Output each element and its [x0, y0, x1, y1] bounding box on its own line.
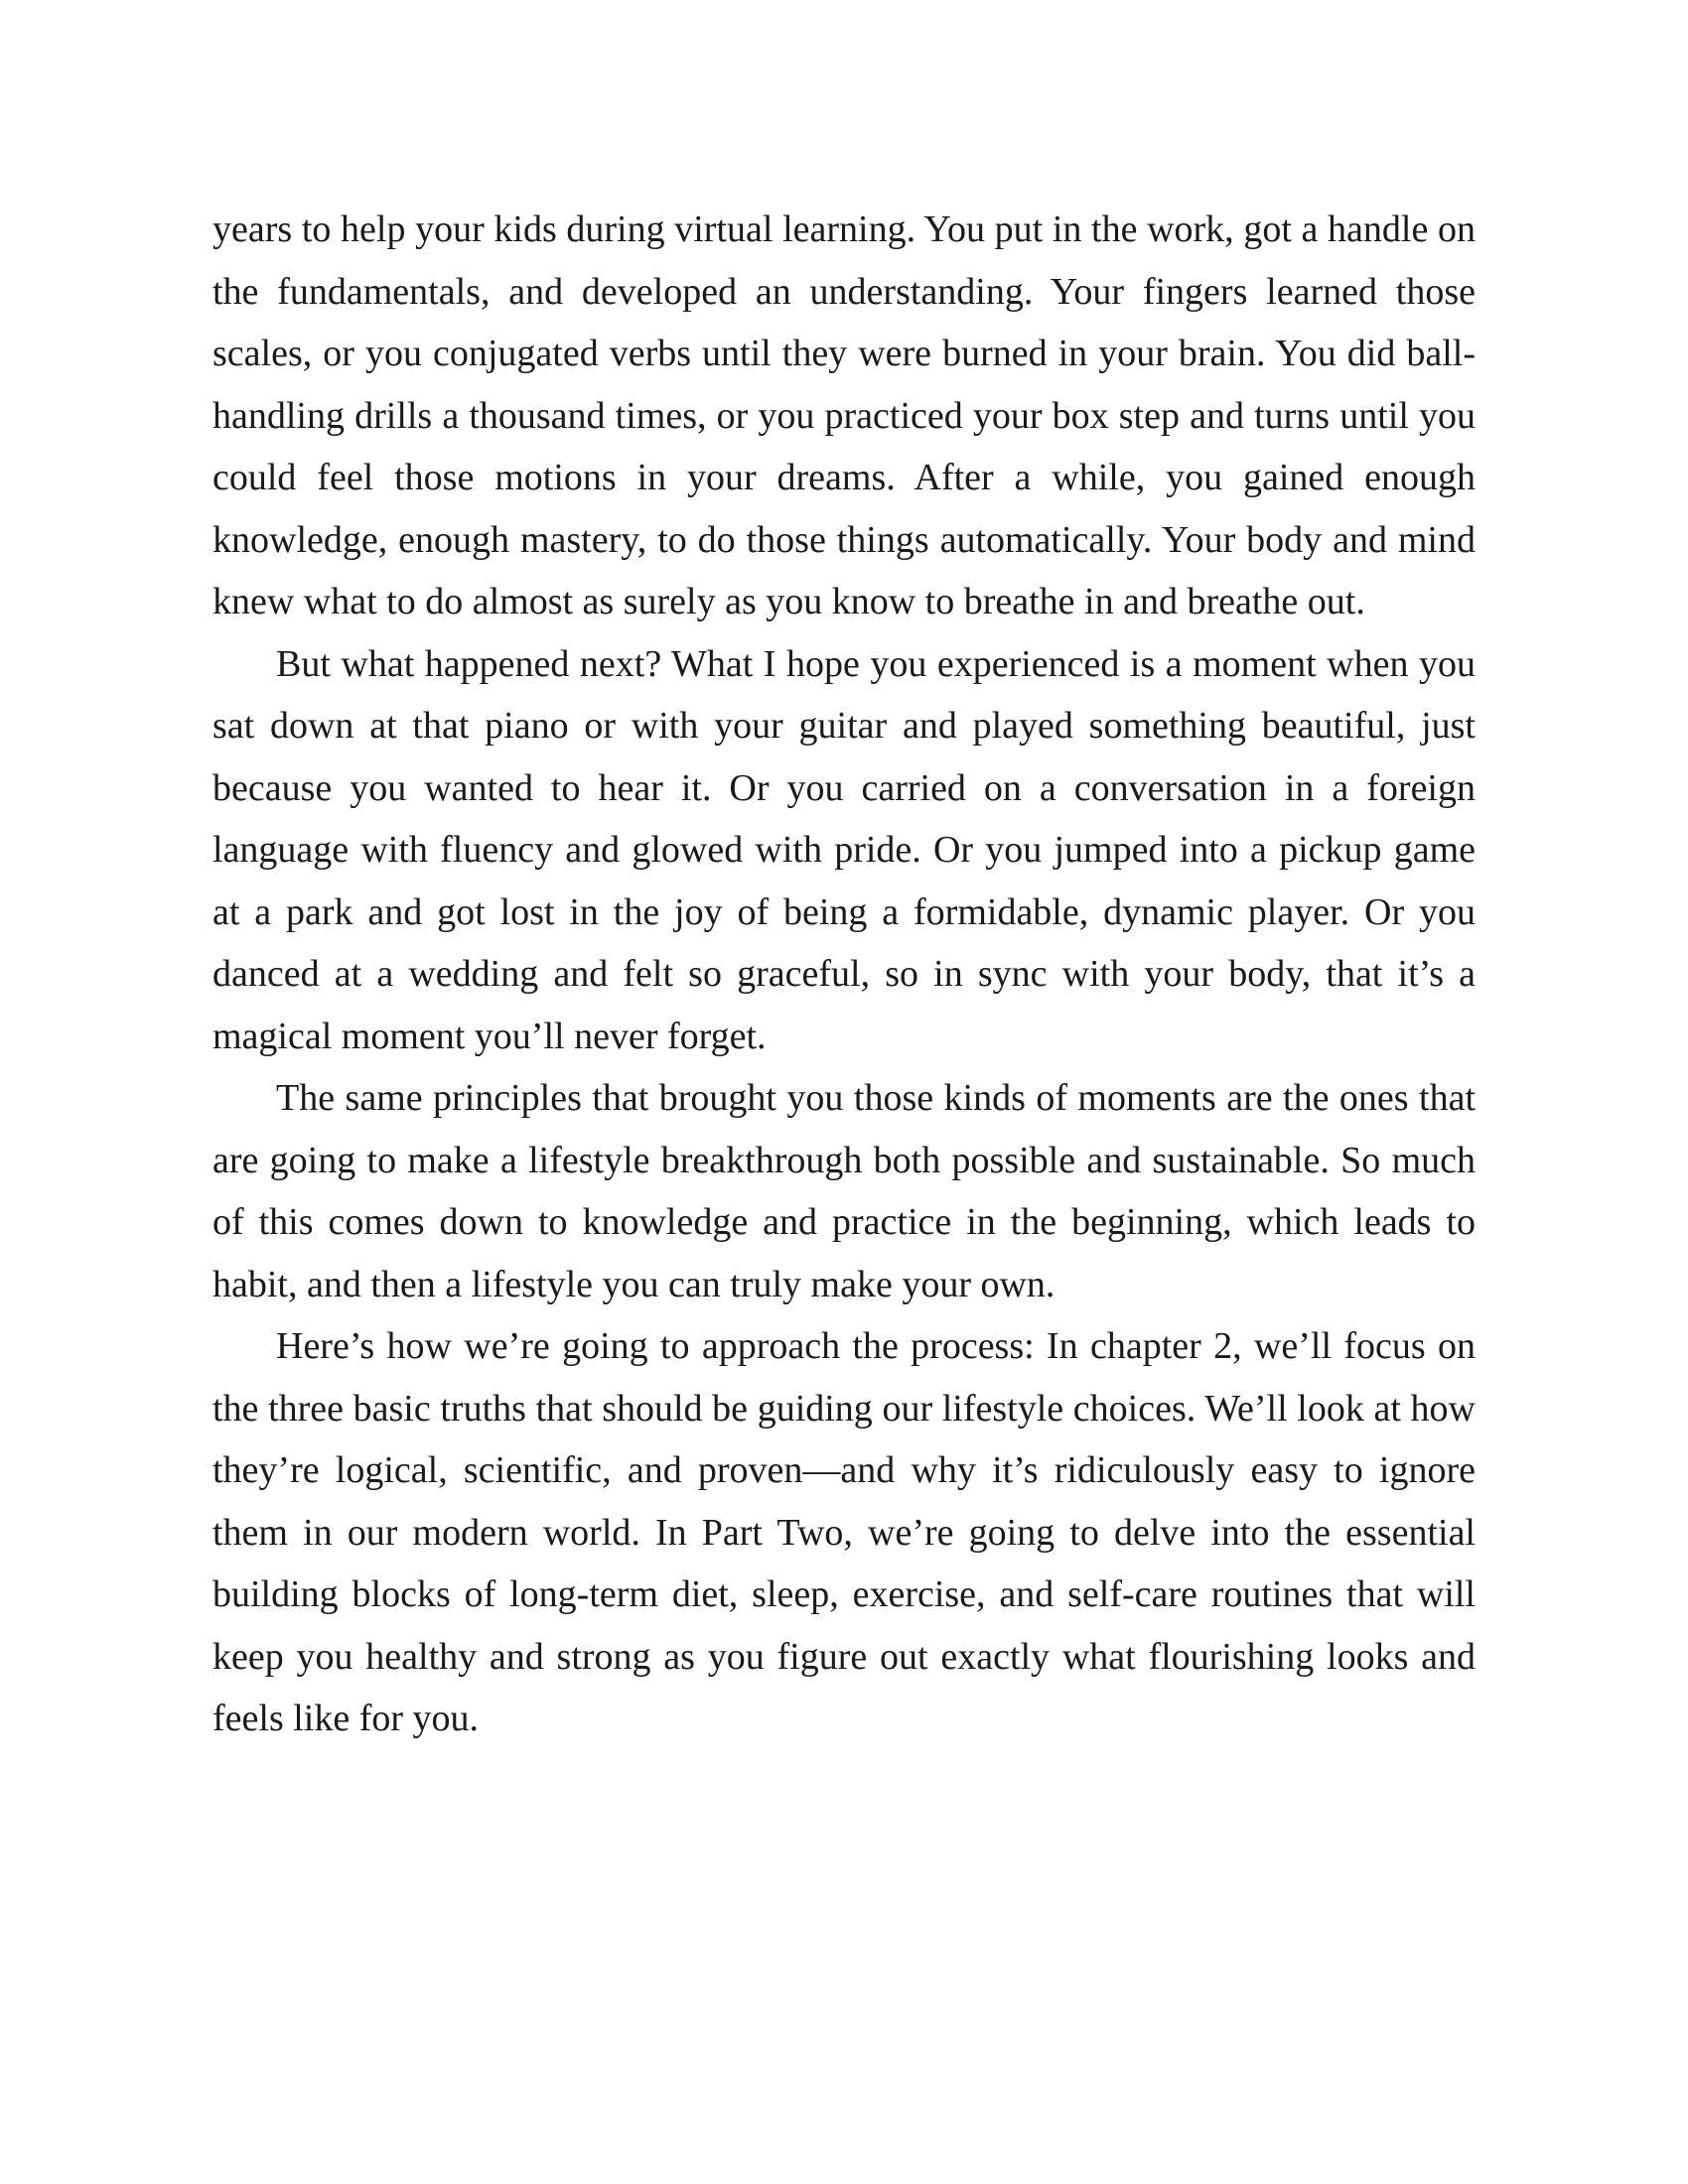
body-text [212, 199, 1476, 1750]
paragraph-1: years to help your kids during virtual learning. You put in the work, got a handle on the fundamentals, and developed an understanding. Your fingers learned those scales, or you conjugated verbs until they were burned in your brain. You did ball-handling drills a thousand times, or you practiced your box step and turns until you could feel those motions in your dreams. After a while, you gained enough knowledge, enough mastery, to do those things automatically. Your body and mind knew what to do almost as surely as you know to breathe in and breathe out. [212, 208, 1476, 622]
paragraph-2: But what happened next? What I hope you experienced is a moment when you sat down at that piano or with your guitar and played something beautiful, just because you wanted to hear it. Or you carried on a conversation in a foreign language with fluency and glowed with pride. Or you jumped into a pickup game at a park and got lost in the joy of being a formidable, dynamic player. Or you danced at a wedding and felt so graceful, so in sync with your body, that it’s a magical moment you’ll never forget. [212, 642, 1476, 1057]
paragraph-4: Here’s how we’re going to approach the process: In chapter 2, we’ll focus on the three basic truths that should be guiding our lifestyle choices. We’ll look at how they’re logical, scientific, and proven—and why it’s ridiculously easy to ignore them in our modern world. In Part Two, we’re going to delve into the essential building blocks of long-term diet, sleep, exercise, and self-care routines that will keep you healthy and strong as you figure out exactly what flourishing looks and feels like for you. [212, 1325, 1476, 1739]
paragraph-3: The same principles that brought you those kinds of moments are the ones that are going to make a lifestyle breakthrough both possible and sustainable. So much of this comes down to knowledge and practice in the beginning, which leads to habit, and then a lifestyle you can truly make your own. [212, 1077, 1476, 1305]
